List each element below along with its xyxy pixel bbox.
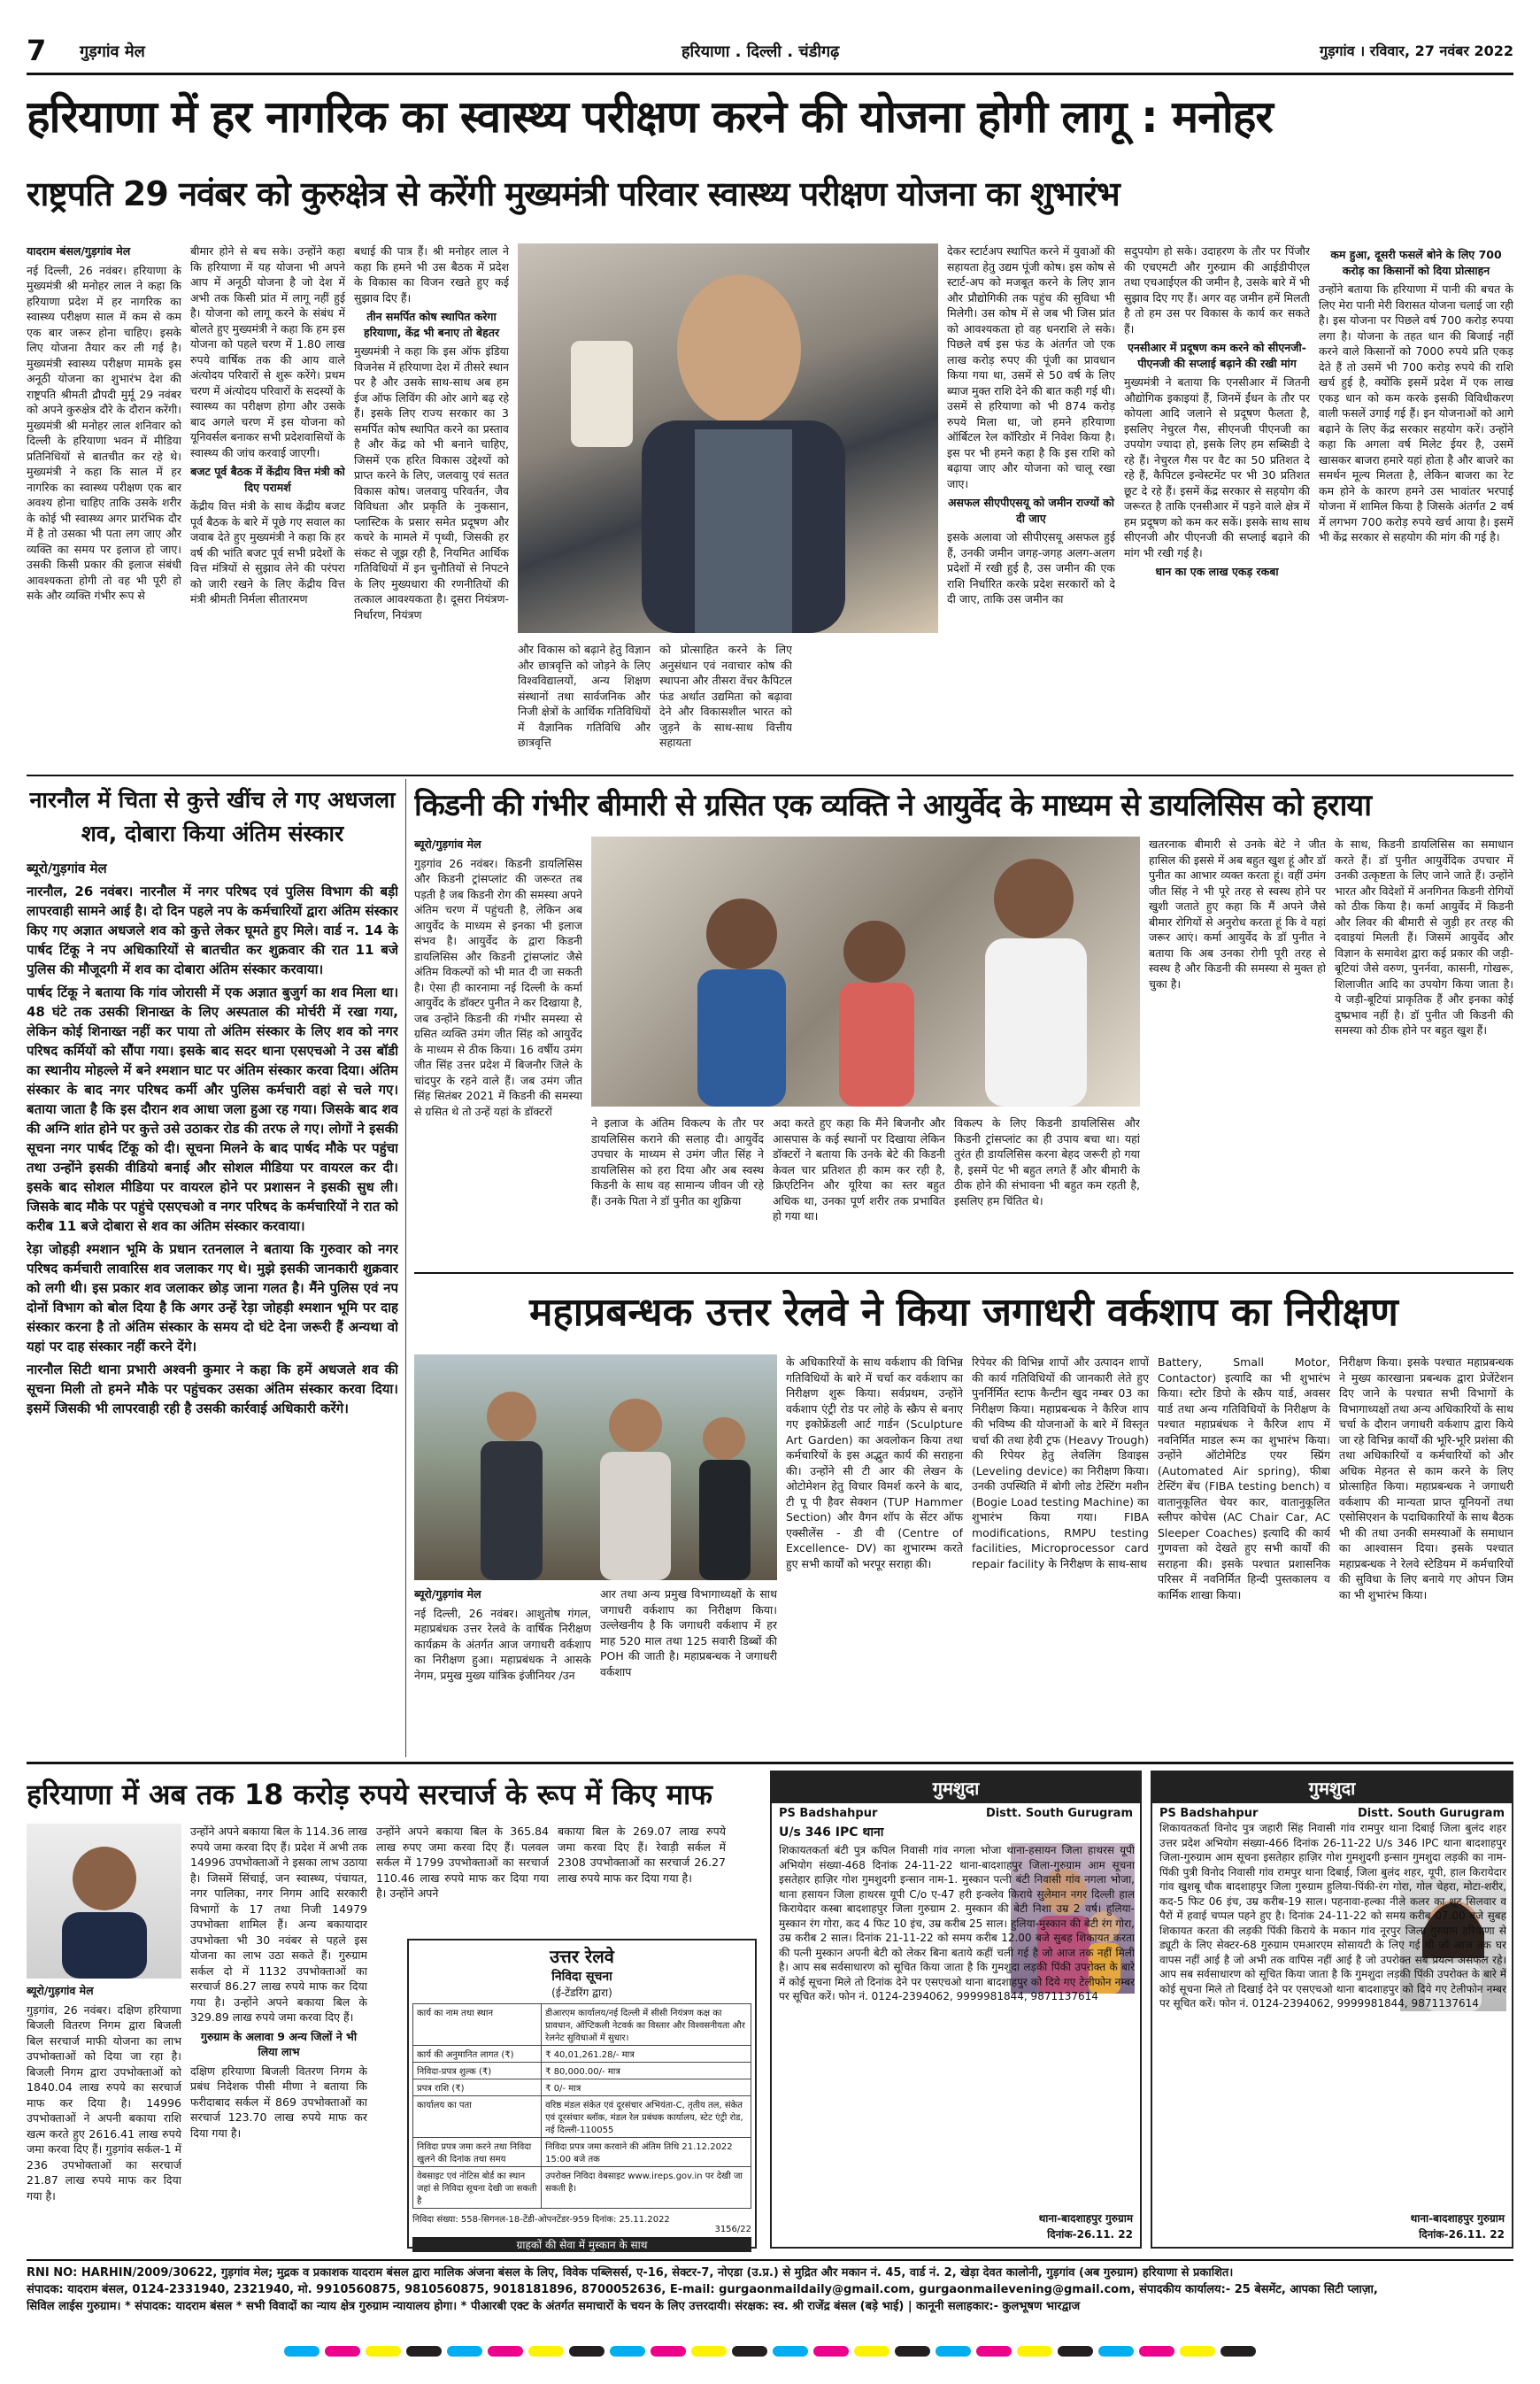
lead-col6b-text: इसके अलावा जो सीपीएसयू असफल हुई हैं, उनकी जमीन जगह-जगह अलग-अलग प्रदेशों में रखी हुई है, उस जमीन की एक राशि निर्धारित करके प्रदेश सरकारों को दे दी जाए, ताकि उस जमीन का: [947, 530, 1115, 606]
narnaul-headline: नारनौल में चिता से कुत्ते खींच ले गए अधजला शव, दोबारा किया अंतिम संस्कार: [29, 787, 396, 846]
tender-row: [413, 2167, 751, 2209]
lead-subheadline: राष्ट्रपति 29 नवंबर को कुरुक्षेत्र से करेंगी मुख्यमंत्री परिवार स्वास्थ्य परीक्षण योजना का शुभारंभ: [27, 174, 1120, 213]
lead-col-3: [354, 243, 509, 770]
railway-col-4: [972, 1354, 1149, 1755]
lead-col3b-text: मुख्यमंत्री ने कहा कि इस ऑफ इंडिया विजनेस में हरियाणा देश में तीसरे स्थान पर है और उसके साथ-साथ अब हम ईज ऑफ लिविंग की ओर आगे बढ़ रहे हैं। इसके लिए राज्य सरकार का 3 समर्पित कोष स्थापित करने का प्रस्ताव है और केंद्र को भी बनाने चाहिए, जिसमें एक हरित विकास उद्देश्यों को प्राप्त करने के लिए, जलवायु एवं सतत विकास कोष। जलवायु परिवर्तन, जैव विविधता और प्रकृति के नुकसान, प्लास्टिक के प्रसार समेत प्रदूषण और कचरे के मामले में पृथ्वी, जिसकी हर संकट से जूझ रही है, नियमित आर्थिक गतिविधियों में इन चुनौतियों से निपटने के लिए मुख्यधारा की रणनीतियों की तत्काल आवश्यकता है। दूसरा नियंत्रण-निर्धारण, नियंत्रण: [354, 344, 509, 621]
masthead: [27, 34, 1513, 69]
lead-col3-subhead: तीन समर्पित कोष स्थापित करेगा हरियाणा, केंद्र भी बनाए तो बेहतर: [363, 310, 500, 339]
edition-date: गुड़गांव । रविवार, 27 नवंबर 2022: [1319, 42, 1513, 59]
page-number: 7: [27, 34, 47, 67]
railway-col-3: [786, 1354, 963, 1755]
missing-1-body: शिकायतकर्ता बंटी पुत्र कपिल निवासी गांव नगला भोजा थाना-हसायन जिला हाथरस यूपी अभियोग संख्या-468 दिनांक 24-11-22 थाना-बादशाहपुर जिला-गुरुग्राम आम सूचना इसतेहार हाज़िर गोश गुमशुदगी इन्सान नाम-1. मुस्कान पत्नी बंटी निवासी गांव नगला भोजा, थाना हसायन जिला हाथरस यूपी C/o ए-47 हरी इन्क्लेव किराये सुलेमान नगर दिल्ली हाल किरायेदार कस्बा बादशाहपुर जिला गुरुग्राम 2. मुस्कान की बेटी निशा उम्र 2 वर्ष। हुलिया-मुस्कान रंग गोरा, कद 4 फिट 10 इंच, उम्र करीब 25 साल। हुलिया-मुस्कान की बेटी रंग गोरा, उम्र करीब 2 साल। दिनांक 21-11-22 को समय करीब 12.00 बजे सुबह शिकायत करता की पत्नी मुस्कान अपनी बेटी को लेकर बिना बताये कहीं चली गई है जो आज तक नहीं मिली है। आप सब सर्वसाधारण को सूचित किया जाता है कि गुमशुदा लड़की पिंकी उपरोक्त के बारे में कोई सूचना मिले तो दिनांक देने पर एसएचओ थाना बादशाहपुर को दिये गए टेलीफोन नम्बर पर सूचित करें। फोन नं. 0124-2394062, 9999981844, 9871137614: [779, 1844, 1135, 2002]
missing-1-date: दिनांक-26.11. 22: [1047, 2228, 1133, 2241]
tender-row: [413, 2004, 751, 2046]
narnaul-body-2: पार्षद टिंकू ने बताया कि गांव जोरासी में एक अज्ञात बुजुर्ग का शव मिला था। 48 घंटे तक उसकी शिनाख्त के लिए अस्पताल की मोर्चरी में रखा गया, लेकिन कोई शिनाख्त नहीं कर पाया तो अंतिम संस्कार के लिए शव को नगर परिषद कर्मियों को सौंपा गया। इसके बाद सदर थाना एसएचओ ने उस बॉडी का स्थानीय मोहल्ले में बने श्मशान घाट पर अंतिम संस्कार करवा दिया। अंतिम संस्कार के बाद नगर परिषद कर्मी और पुलिस कर्मचारी वहां से चले गए। बताया जाता है कि इस दौरान शव आधा जला हुआ रह गया। जिसके बाद शव की अग्नि शांत होने पर कुत्ते उसे उठाकर रोड की तरफ ले गए। लोगों ने इसकी सूचना नगर पार्षद टिंकू को दी। सूचना मिलने के बाद पार्षद मौके पर पहुंचा तथा उन्होंने इसकी वीडियो बनाई और सोशल मीडिया पर वायरल कर दी। इसके बाद सोशल मीडिया पर वायरल होने पर प्रशासन ने इसकी सुध ली। जिसके बाद मौके पर पहुंचे एसएचओ व नगर परिषद के कर्मचारियों ने रात को करीब 11 बजे दोबारा से शव का अंतिम संस्कार करवाया।: [27, 984, 398, 1234]
kidney-col-5: [1149, 837, 1326, 1266]
tender-slogan: ग्राहकों की सेवा में मुस्कान के साथ: [412, 2237, 751, 2252]
tender-field-label: कार्य की अनुमानित लागत (₹): [413, 2046, 542, 2063]
kidney-col-2: [591, 1115, 764, 1266]
lead-col-4: [518, 642, 651, 770]
narnaul-story: [27, 859, 398, 1753]
kidney-col-3: [773, 1115, 945, 1266]
registration-swatch: [325, 2346, 360, 2357]
lead-col-8: [1319, 243, 1513, 770]
official-portrait: [27, 1824, 181, 1979]
narnaul-body-4: नारनौल सिटी थाना प्रभारी अश्वनी कुमार ने कहा कि हमें अधजले शव की सूचना मिली तो हमने मौके पर पहुंचकर उसका अंतिम संस्कार करवा दिया। इसमें जिसकी भी लापरवाही रही है उसकी कार्रवाई अधिकारी करेंगे।: [27, 1362, 398, 1416]
registration-swatch: [651, 2346, 686, 2357]
surcharge-col3-text: उन्होंने अपने बकाया बिल के 365.84 लाख रुपए जमा करवा दिए हैं। पलवल सर्कल में 1799 उपभोक्ताओं का सरचार्ज 110.46 लाख रुपये माफ कर दिया गया है। उन्होंने अपने: [376, 1825, 549, 1900]
kidney-byline: ब्यूरो/गुड़गांव मेल: [414, 837, 481, 851]
kidney-col4-text: विकल्प के लिए किडनी डायलिसिस और किडनी ट्रांसप्लांट का ही उपाय बचा था। यहां तुरंत ही डायलिसिस करना बेहद जरूरी हो गया है, इसमें पेट भी बहुत लगते हैं और बीमारी के ठीक होने की संभावना भी बहुत कम रहती है, इसलिए हम चिंतित थे।: [954, 1116, 1140, 1207]
narnaul-body-3: रेड़ा जोहड़ी श्मशान भूमि के प्रधान रतनलाल ने बताया कि गुरुवार को नगर परिषद कर्मचारी लावारिस शव जलाकर गए थे। मुझे इसकी जानकारी शुक्रवार को लगी थी। इस प्रकार शव जलाकर छोड़ जाना गलत है। मैंने पुलिस एवं नप दोनों विभाग को बोल दिया है कि अगर उन्हें रेड़ा जोहड़ी श्मशान भूमि पर दाह संस्कार करना है तो अंतिम संस्कार के समय दो घंटे देना जरूरी हैं अन्यथा वो यहां पर दाह संस्कार नहीं करने देंगे।: [27, 1241, 398, 1354]
missing-2-sign: थाना-बादशाहपुर गुरुग्राम: [1410, 2212, 1505, 2225]
tender-field-value: ₹ 80,000.00/- मात्र: [542, 2063, 751, 2079]
lead-col6-text: देकर स्टार्टअप स्थापित करने में युवाओं की सहायता हेतु उद्यम पूंजी कोष। इस कोष से स्टार्ट-अप को मजबूत करने के लिए ज्ञान और प्रौद्योगिकी तक पहुंच की सुविधा भी मिलेगी। उस कोष में से जब भी जिस प्रांत को आवश्यकता हो वह धनराशि ले सके। पिछले वर्ष इस फंड के अंतर्गत जो एक लाख करोड़ रुपए की पूंजी का प्रावधान किया गया था, उसमें से 50 वर्ष के लिए ब्याज मुक्त राशि देने की बात कही गई थी। उसमें से हरियाणा को भी 874 करोड़ रुपये मिला था, जो हमने हरियाणा ऑर्बिटल रेल कॉरिडोर में निवेश किया है। इस पर भी हमने कहा है कि इस राशि को बढ़ाया जाए और योजना को चालू रखा जाए।: [947, 244, 1115, 490]
lead-bottom-rule: [27, 775, 1513, 776]
tender-code: 3156/22: [714, 2225, 751, 2234]
kidney-bottom-rule: [414, 1272, 1513, 1274]
tender-field-value: ₹ 40,01,261.28/- मात्र: [542, 2046, 751, 2063]
tender-field-label: निविदा-प्रपत्र शुल्क (₹): [413, 2063, 542, 2079]
surcharge-headline: हरियाणा में अब तक 18 करोड़ रुपये सरचार्ज के रूप में किए माफ: [27, 1778, 712, 1811]
railway-col3-text: के अधिकारियों के साथ वर्कशाप की विभिन्न गतिविधियों के बारे में चर्चा कर वर्कशाप का निरीक्षण शुरू किया। सर्वप्रथम, उन्होंने वर्कशाप एंट्री रोड पर लोहे के स्क्रैप से बनाए गए इकोफ्रेंडली आर्ट गार्डन (Sculpture Art Garden) का अवलोकन किया तथा कर्मचारियों के इस अद्भुत कार्य की सराहना की। उन्होंने सी टी आर की लेखन के ओटोमेशन हेतु विचार विमर्श करने के बाद, टी पू पी हैवर सेक्शन (TUP Hammer Section) और वैगन शॉप के सेंटर ऑफ एक्सीलेंस - डी वी (Centre of Excellence- DV) का शुभारम्भ करते हुए सभी कार्यों को भरपूर सराहा की।: [786, 1355, 963, 1570]
tender-row: [413, 2096, 751, 2138]
tender-footer: निविदा संख्या: 558-सिगनल-18-टेंडी-ओपनटेंडर-959 दिनांक: 25.11.2022: [412, 2215, 670, 2225]
railway-col6-text: निरीक्षण किया। इसके पश्चात महाप्रबन्धक ने मुख्य कारखाना प्रबन्धक द्वारा प्रेजेंटेशन दिए जाने के पश्चात सभी विभागों के विभागाध्यक्षों तथा अन्य अधिकारियों के साथ चर्चा के दौरान जगाधरी वर्कशाप द्वारा किये जा रहे विभिन्न कार्यों की भूरि-भूरि प्रशंसा की तथा अधिकारियों व कर्मचारियों को और अधिक मेहनत से काम करने के लिए प्रोत्साहित किया। महाप्रबन्धक ने जगाधरी वर्कशाप की मान्यता प्राप्त यूनियनों तथा एसोसिएशन के पदाधिकारियों के साथ बैठक भी की तथा उनकी समस्याओं के समाधान का आश्वासन दिया। इसके पश्चात महाप्रबन्धक ने रेलवे स्टेडियम में कर्मचारियों की सुविधा के लिए बनाये गए ओपन जिम का भी शुभारंभ किया।: [1339, 1355, 1513, 1601]
surcharge-col-3: [376, 1824, 549, 1930]
tender-field-label: कार्यालय का पता: [413, 2096, 542, 2138]
railway-col-1: [414, 1586, 591, 1755]
masthead-rule: [27, 73, 1513, 75]
tender-subtitle: (ई-टेंडरिंग द्वारा): [551, 1987, 612, 1999]
tender-field-value: वरिष्ठ मंडल संकेत एवं दूरसंचार अभियंता-C, तृतीय तल, संकेत एवं दूरसंचार ब्लॉक, मंडल रेल प्रबंधक कार्यालय, स्टेट एंट्री रोड, नई दिल्ली-110055: [542, 2096, 751, 2138]
surcharge-col2-subhead: गुरुग्राम के अलावा 9 अन्य जिलों ने भी लिया लाभ: [200, 2029, 358, 2058]
tender-row: [413, 2046, 751, 2063]
registration-swatch: [976, 2346, 1012, 2357]
surcharge-col2-text: उन्होंने अपने बकाया बिल के 114.36 लाख रुपये जमा करवा दिए हैं। प्रदेश में अभी तक 14996 उपभोक्ताओं ने इसका लाभ उठाया है। जिसमें सिंचाई, जन स्वास्थ्य, पंचायत, नगर पालिका, नगर निगम आदि सरकारी विभागों के 17 तथा निजी 14979 उपभोक्ता शामिल हैं। अन्य बकायादार उपभोक्ता भी 30 नवंबर से पहले इस योजना का लाभ उठा सकते हैं। गुरुग्राम सर्कल दो में 1132 उपभोक्ताओं का सरचार्ज 86.27 लाख रुपये माफ कर दिया गया है। उन्होंने अपने बकाया बिल के 329.89 लाख रुपये जमा करवा दिए हैं।: [190, 1825, 367, 2024]
registration-swatch: [813, 2346, 849, 2357]
surcharge-col-4: [558, 1824, 726, 1930]
lead-col2-subhead: बजट पूर्व बैठक में केंद्रीय वित्त मंत्री को दिए परामर्श: [190, 465, 345, 494]
tender-field-label: वेबसाइट एवं नोटिस बोर्ड का स्थान जहां से निविदा सूचना देखी जा सकती है: [413, 2167, 542, 2209]
registration-swatch: [366, 2346, 401, 2357]
surcharge-byline: ब्यूरो/गुड़गांव मेल: [27, 1984, 94, 1997]
surcharge-col-2: [190, 1824, 367, 2249]
tender-notice: [407, 1939, 757, 2249]
registration-swatch: [1058, 2346, 1093, 2357]
surcharge-col1-text: गुड़गांव, 26 नवंबर। दक्षिण हरियाणा बिजली वितरण निगम द्वारा बिजली बिल सरचार्ज माफी योजना का लाभ उपभोक्ताओं को दिया जा रहा है। बिजली निगम द्वारा उपभोक्ताओं को 1840.04 लाख रुपये का सरचार्ज माफ कर दिया है। 14996 उपभोक्ताओं ने अपनी बकाया राशि खत्म करते हुए 2616.41 लाख रुपये जमा करवा दिए हैं। गुड़गांव सर्कल-1 में 236 उपभोक्ताओं का सरचार्ज 21.87 लाख रुपये माफ कर दिया गया है।: [27, 2002, 181, 2203]
missing-2-date: दिनांक-26.11. 22: [1419, 2228, 1505, 2241]
railway-headline: महाप्रबन्धक उत्तर रेलवे ने किया जगाधरी वर्कशाप का निरीक्षण: [529, 1290, 1398, 1335]
surcharge-col4-text: बकाया बिल के 269.07 लाख रुपये जमा करवा दिए हैं। रेवाड़ी सर्कल में 2308 उपभोक्ताओं का सरचार्ज 26.27 लाख रुपये माफ कर दिया गया है।: [558, 1825, 726, 1885]
registration-swatch: [447, 2346, 482, 2357]
tender-title: निविदा सूचना: [551, 1970, 612, 1984]
kidney-col-6: [1335, 837, 1513, 1266]
lead-col6-subhead: असफल सीएपीएसयू को जमीन राज्यों को दी जाए: [947, 496, 1114, 525]
registration-swatch: [773, 2346, 808, 2357]
lead-col8-text: उन्होंने बताया कि हरियाणा में पानी की बचत के लिए मेरा पानी मेरी विरासत योजना चलाई जा रही है। इस योजना पर पिछले वर्ष 700 करोड़ रुपया लगा है। योजना के तहत धान की बिजाई नहीं करने वाले किसानों को 7000 रुपये प्रति एकड़ देते हैं तो उसमें भी 700 करोड़ रुपये की राशि खर्च हुई है, क्योंकि इसमें प्रदेश में एक लाख एकड़ धान को कम करके इसकी विविधीकरण वाली फसलें उगाई गई हैं। इन योजनाओं को आगे बढ़ाने के लिए केंद्र सरकार सहयोग करें। उन्होंने कहा कि अगला वर्ष मिलेट ईयर है, उसमें खासकर बाजरा हमारे यहां होता है और बाजरे का समर्थन मूल्य मिलता है, लेकिन बाजरा का रेट कम होने के कारण हमने उस भावांतर भरपाई योजना में शामिल किया है जिसके अंतर्गत 2 वर्ष में लगभग 700 करोड़ रुपये खर्च आया है। इसमें भी केंद्र सरकार से सहयोग की मांग की गई है।: [1319, 282, 1513, 544]
lead-col3-text: बधाई की पात्र हैं। श्री मनोहर लाल ने कहा कि हमने भी उस बैठक में प्रदेश के विकास का विजन रखते हुए कई सुझाव दिए हैं।: [354, 244, 509, 305]
registration-swatch: [854, 2346, 889, 2357]
lead-col4-text: और विकास को बढ़ाने हेतु विज्ञान और छात्रवृत्ति को जोड़ने के लिए विश्वविद्यालयों, अन्य शिक्षण संस्थानों तथा सार्वजनिक और निजी क्षेत्रों के आर्थिक गतिविधियों में वैज्ञानिक गतिविधि और छात्रवृत्ति: [518, 643, 651, 749]
officials-icon: [414, 1354, 777, 1580]
lead-byline: यादराम बंसल/गुड़गांव मेल: [27, 244, 131, 258]
railway-col-5: [1158, 1354, 1330, 1755]
registration-swatch: [610, 2346, 645, 2357]
imprint-line-2: संपादक: यादराम बंसल, 0124-2331940, 2321940, मो. 9910560875, 9810560875, 9018181896, 8700052636, E-mail: gurgaonmaildaily@gmail.com, gurgaonmailevening@gmail.com, संपादकीय कार्यालय:- 25 बेसमेंट, आपका सिटी प्लाज़ा,: [27, 2283, 1378, 2296]
tender-field-value: ₹ 0/- मात्र: [542, 2079, 751, 2096]
lead-col-5: [659, 642, 792, 770]
person-icon: [27, 1824, 181, 1979]
registration-swatch: [1017, 2346, 1052, 2357]
tender-org: उत्तर रेलवे: [550, 1946, 614, 1967]
registration-swatch: [895, 2346, 930, 2357]
lead-col1-text: नई दिल्ली, 26 नवंबर। हरियाणा के मुख्यमंत्री श्री मनोहर लाल ने कहा कि हरियाणा प्रदेश में हर नागरिक का स्वास्थ्य परीक्षण साल में कम से कम एक बार जरूर होना चाहिए। इसके लिए योजना तैयार कर ली गई है। मुख्यमंत्री स्वास्थ्य परीक्षण मामके इस अनूठी योजना का शुभारंभ देश की राष्ट्रपति श्रीमती द्रौपदी मुर्मू 29 नवंबर को अपने कुरुक्षेत्र दौरे के दौरान करेंगी। मुख्यमंत्री श्री मनोहर लाल शनिवार को दिल्ली के हरियाणा भवन में मीडिया प्रतिनिधियों से बातचीत कर रहे थे। मुख्यमंत्री ने कहा कि साल में हर नागरिक का स्वास्थ्य परीक्षण एक बार अवश्य होना चाहिए ताकि उसके शरीर के कोई भी स्वास्थ्य अगर प्रारंभिक दौर में है तो उसका भी पता लग जाए और व्यक्ति का समय पर इलाज हो जाए। उसकी किसी प्रकार की इलाज संबंधी आवश्यकता होगी तो वह भी पूरी हो सके और व्यक्ति गंभीर रूप से: [27, 263, 181, 602]
tender-row: [413, 2138, 751, 2167]
kidney-headline: किडनी की गंभीर बीमारी से ग्रसित एक व्यक्ति ने आयुर्वेद के माध्यम से डायलिसिस को हराया: [414, 788, 1372, 823]
surcharge-col2b-text: दक्षिण हरियाणा बिजली वितरण निगम के प्रबंध निदेशक पीसी मीणा ने बताया कि फरीदाबाद सर्कल में 869 उपभोक्ताओं का सरचार्ज 123.70 लाख रुपये माफ कर दिया गया है।: [190, 2064, 367, 2140]
tender-field-label: प्रपत्र राशि (₹): [413, 2079, 542, 2096]
chief-minister-photo: [518, 243, 938, 633]
registration-swatch: [406, 2346, 442, 2357]
registration-swatch: [1180, 2346, 1215, 2357]
tender-field-label: निविदा प्रपत्र जमा करने तथा निविदा खुलने की दिनांक तथा समय: [413, 2138, 542, 2167]
tender-field-value: निविदा प्रपत्र जमा करवाने की अंतिम तिथि 21.12.2022 15:00 बजे तक: [542, 2138, 751, 2167]
middle-bottom-rule: [27, 1762, 1513, 1764]
lead-col7b-text: मुख्यमंत्री ने बताया कि एनसीआर में जितनी औद्योगिक इकाइयां हैं, जिनमें ईंधन के तौर पर कोयला आदि जलाने से प्रदूषण फैलता है, इसलिए नेचुरल गैस, सीएनजी पीएनजी का उपयोग ज्यादा हो, इसके लिए हम सब्सिडी दे रहे हैं। नेचुरल गैस पर वैट का 50 प्रतिशत दे रहे हैं, कैपिटल इन्वेस्टमेंट पर भी 30 प्रतिशत छूट दे रहे हैं। इसमें केंद्र सरकार से सहयोग की जरूरत है ताकि एनसीआर में पड़ने वाले क्षेत्र में हम प्रदूषण को कम कर सकें। इसके साथ साथ सीएनजी और पीएनजी की सप्लाई बढ़ाने की मांग भी रखी गई है।: [1124, 375, 1310, 559]
lead-col-7: [1124, 243, 1310, 770]
missing-1-sign: थाना-बादशाहपुर गुरुग्राम: [1038, 2212, 1133, 2225]
lead-col5-text: को प्रोत्साहित करने के लिए अनुसंधान एवं नवाचार कोष की स्थापना और तीसरा वेंचर कैपिटल फंड अर्थात उद्यमिता को बढ़ावा देने और विकासशील भारत को जुड़ने के साथ-साथ वित्तीय सहायता: [659, 643, 792, 749]
registration-swatch: [1220, 2346, 1256, 2357]
railway-col5-text: Battery, Small Motor, Contactor) इत्यादि का भी शुभारंभ किया। स्टोर डिपो के स्क्रैप यार्ड, अवसर यार्ड तथा अन्य गतिविधियों के निरीक्षण के पश्चात महाप्रबंधक ने कैरिज शाप में नवनिर्मित माडल रूम का शुभारंभ किया। उन्होंने ऑटोमेटिड एयर स्प्रिंग (Automated Air spring), फीबा टेस्टिंग बेंच (FIBA testing bench) व वातानुकूलित चेयर कार, वातानुकूलित स्लीपर कोचेस (AC Chair Car, AC Sleeper Coaches) इत्यादि की कार्य गुणवत्ता को देखते हुए सभी कार्यों की सराहना की। इसके पश्चात प्रशासनिक परिसर में नवनिर्मित हिन्दी पुस्तकालय व कार्मिक शाखा किया।: [1158, 1355, 1330, 1601]
narnaul-byline: ब्यूरो/गुड़गांव मेल: [27, 860, 107, 876]
missing-2-distt: Distt. South Gurugram: [1357, 1807, 1505, 1820]
paper-name: गुड़गांव मेल: [80, 42, 145, 61]
missing-1-distt: Distt. South Gurugram: [985, 1807, 1133, 1820]
registration-swatch: [691, 2346, 727, 2357]
missing-notice-1: [770, 1771, 1142, 2249]
missing-1-ps: PS Badshahpur: [779, 1807, 878, 1820]
railway-inspection-photo: [414, 1354, 777, 1580]
imprint-rule: [27, 2259, 1513, 2261]
lead-col7-subhead: एनसीआर में प्रदूषण कम करने को सीएनजी-पीएनजी की सप्लाई बढ़ाने की रखी मांग: [1128, 341, 1306, 370]
lead-col8-subhead: कम हुआ, दूसरी फसलें बोने के लिए 700 करोड़ का किसानों को दिया प्रोत्साहन: [1330, 248, 1502, 277]
lead-col7-text: सदुपयोग हो सके। उदाहरण के तौर पर पिंजौर की एचएमटी और गुरुग्राम की आईडीपीएल तथा एचआईएल की जमीन है, उसके बारे में भी सुझाव दिए गए हैं। अगर वह जमीन हमें मिलती है तो हम उस पर विकास के कार्य कर सकते हैं।: [1124, 244, 1310, 336]
missing-2-ps: PS Badshahpur: [1159, 1807, 1259, 1820]
railway-col2-text: आर तथा अन्य प्रमुख विभागाध्यक्षों के साथ जगाधरी वर्कशाप का निरीक्षण किया। उल्लेखनीय है कि जगाधरी वर्कशाप में हर माह 520 माल तथा 125 सवारी डिब्बों की POH की जाती है। महाप्रबन्धक ने जगाधरी वर्कशाप: [600, 1587, 777, 1678]
people-icon: [591, 837, 1140, 1107]
tender-row: [413, 2063, 751, 2079]
kidney-patient-photo: [591, 837, 1140, 1107]
kidney-col1-text: गुड़गांव 26 नवंबर। किडनी डायलिसिस और किडनी ट्रांसप्लांट की जरूरत तब पड़ती है जब किडनी रोग की समस्या अपने अंतिम चरण में पहुंचती है, लेकिन अब आयुर्वेद के माध्यम से इनका भी इलाज संभव है। आयुर्वेद के द्वारा किडनी डायलिसिस और किडनी ट्रांसप्लांट जैसे अंतिम विकल्पों को भी मात दी जा सकती है। ऐसा ही कारनामा नई दिल्ली के कर्मा आयुर्वेद के डॉक्टर पुनीत ने कर दिखाया है, जब उन्होंने किडनी की गंभीर समस्या से ग्रसित व्यक्ति उमंग जीत सिंह को आयुर्वेद के माध्यम से ठीक किया। 16 वर्षीय उमंग जीत सिंह उत्तर प्रदेश में बिजनौर जिले के चांदपुर के रहने वाले हैं। जब उमंग जीत सिंह सितंबर 2021 में किडनी की समस्या से ग्रसित थे तो उन्हें यहां के डॉक्टरों: [414, 856, 582, 1118]
kidney-col5-text: खतरनाक बीमारी से उनके बेटे ने जीत हासिल की इससे में अब बहुत खुश हूं और डॉ पुनीत का आभार व्यक्त करता हूं। वहीं उमंग जीत सिंह ने भी पूरे तरह से स्वस्थ होने पर खुशी जताते हुए कहा कि मैं अपने जैसे बीमार रोगियों से अनुरोध करता हूं कि वे यहां जरूर आएं। कर्मा आयुर्वेद के डॉ पुनीत ने बताया कि अब उनका रोगी पूरी तरह से स्वस्थ है और किडनी की समस्या से मुक्त हो चुका है।: [1149, 837, 1326, 991]
registration-swatch: [284, 2346, 320, 2357]
registration-swatch: [936, 2346, 971, 2357]
registration-swatch: [732, 2346, 767, 2357]
tender-table: [412, 2003, 751, 2209]
imprint-line-3: सिविल लाईस गुरुग्राम। * संपादक: यादराम बंसल * सभी विवादों का न्याय क्षेत्र गुरुग्राम न्यायालय होगा। * पीआरबी एक्ट के अंतर्गत समाचारों के चयन के लिए उत्तरदायी। संरक्षक: स्व. श्री राजेंद्र बंसल (बड़े भाई) | कानूनी सलाहकार:- कुलभूषण भारद्वाज: [27, 2300, 1081, 2313]
railway-col-2: [600, 1586, 777, 1755]
missing-1-title: गुमशुदा: [772, 1772, 1140, 1803]
railway-col-6: [1339, 1354, 1513, 1755]
registration-swatch: [528, 2346, 564, 2357]
narnaul-body-1: नारनौल, 26 नवंबर। नारनौल में नगर परिषद एवं पुलिस विभाग की बड़ी लापरवाही सामने आई है। दो दिन पहले नप के कर्मचारियों द्वारा अंतिम संस्कार किए गए अज्ञात अधजले शव को कुत्ते लेकर घूमते हुए मिले। वार्ड न. 14 के पार्षद टिंकू ने नप अधिकारियों से बातचीत कर शुक्रवार की रात 11 बजे पुलिस की मौजूदगी में शव का दोबारा अंतिम संस्कार करवाया।: [27, 883, 398, 977]
surcharge-col-1: [27, 1983, 181, 2249]
region-line: हरियाणा . दिल्ली . चंडीगढ़: [681, 42, 840, 61]
lead-col2-text: बीमार होने से बच सके। उन्होंने कहा कि हरियाणा में यह योजना भी अपने आप में अनूठी योजना है जो देश में अभी तक किसी प्रांत में लागू नहीं हुई है। योजना को लागू करने के संबंध में बोलते हुए मुख्यमंत्री ने कहा कि हम इस योजना को पहले चरण में 1.80 लाख रुपये वार्षिक तक की आय वाले अंत्योदय परिवारों से शुरू करेंगे। प्रथम चरण में अंत्योदय परिवारों के सदस्यों के स्वास्थ्य का परीक्षण होगा और उसके बाद अगले चरण में इस योजना को यूनिवर्सल बनाकर सभी प्रदेशवासियों के स्वास्थ्य की जांच करवाई जाएगी।: [190, 244, 345, 459]
registration-color-bar: [27, 2346, 1513, 2358]
lead-col2b-text: केंद्रीय वित्त मंत्री के साथ केंद्रीय बजट पूर्व बैठक के बारे में पूछे गए सवाल का जवाब देते हुए मुख्यमंत्री ने कहा कि हर वर्ष की भांति बजट पूर्व सभी प्रदेशों के वित्त मंत्रियों से सुझाव लेने की परंपरा को जारी रखने के लिए केंद्रीय वित्त मंत्री श्रीमती निर्मला सीतारमण: [190, 499, 345, 606]
lead-col-1: [27, 243, 181, 770]
tender-field-value: उपरोक्त निविदा वेबसाइट www.ireps.gov.in पर देखी जा सकती है।: [542, 2167, 751, 2209]
kidney-col-1: [414, 837, 582, 1266]
railway-col4-text: रिपेयर की विभिन्न शापों और उत्पादन शापों की कार्य गतिविधियों की जानकारी लेते हुए पुनर्निर्मित स्टाफ कैन्टीन खुद नम्बर 03 का निरीक्षण किया। महाप्रबन्धक ने कैरिज शाप की भविष्य की योजनाओं के बारे में विस्तृत चर्चा की तथा हेवी ट्रफ (Heavy Trough) की रिपेयर हेतु लेवलिंग डिवाइस (Leveling device) का निरीक्षण किया। उनकी उपस्थिति में बोगी लोड टेस्टिंग मशीन (Bogie Load testing Machine) का शुभारंभ किया गया। FIBA modifications, RMPU testing facilities, Microprocessor card repair facility के निरीक्षण के साथ-साथ: [972, 1355, 1149, 1570]
registration-swatch: [1139, 2346, 1174, 2357]
railway-byline: ब्यूरो/गुड़गांव मेल: [414, 1587, 481, 1601]
missing-notice-2: [1151, 1771, 1513, 2249]
lead-headline: हरियाणा में हर नागरिक का स्वास्थ्य परीक्षण करने की योजना होगी लागू : मनोहर: [27, 91, 1273, 143]
kidney-col6-text: के साथ, किडनी डायलिसिस का समाधान करते हैं। डॉ पुनीत आयुर्वेदिक उपचार में उनकी उत्कृष्टता के लिए जाने जाते हैं। उन्होंने भारत और विदेशों में अनगिनत किडनी रोगियों को ठीक किया है। कर्मा आयुर्वेद में किडनी और लिवर की बीमारी से जुड़ी हर तरह की दवाइयां मिलती हैं। जिसमें आयुर्वेद और विज्ञान के समावेश द्वारा कई प्रकार की जड़ी-बूटियां जैसे वरुण, पुनर्नवा, कासनी, गोखरू, शिलाजीत आदि का उपयोग किया जाता है। ये जड़ी-बूटियां प्राकृतिक हैं और इनका कोई दुष्प्रभाव नहीं है। डॉ पुनीत जी किडनी की समस्या को ठीक होने पर बहुत खुश हैं।: [1335, 837, 1513, 1037]
lead-col-2: [190, 243, 345, 770]
lead-col7-subhead2: धान का एक लाख एकड़ रकबा: [1155, 565, 1279, 578]
missing-2-title: गुमशुदा: [1152, 1772, 1512, 1803]
imprint: [27, 2264, 1513, 2315]
registration-swatch: [1098, 2346, 1134, 2357]
kidney-col-4: [954, 1115, 1140, 1266]
tender-row: [413, 2079, 751, 2096]
registration-swatch: [488, 2346, 523, 2357]
imprint-line-1: RNI NO: HARHIN/2009/30622, गुड़गांव मेल; मुद्रक व प्रकाशक यादराम बंसल द्वारा मालिक अंजना बंसल के लिए, विवेक पब्लिसर्स, ए-16, सेक्टर-7, नोएडा (उ.प्र.) से मुद्रित और मकान नं. 45, वार्ड नं. 2, खेड़ा देवत कालोनी, गुड़गांव (अब गुरुग्राम) हरियाणा से प्रकाशित।: [27, 2266, 1234, 2280]
tender-field-label: कार्य का नाम तथा स्थान: [413, 2004, 542, 2046]
missing-1-ipc: U/s 346 IPC थाना: [779, 1825, 884, 1840]
kidney-col3-text: अदा करते हुए कहा कि मैंने बिजनौर और आसपास के कई स्थानों पर दिखाया लेकिन डॉक्टरों ने बताया कि उनके बेटे की किडनी केवल चार प्रतिशत ही काम कर रही है, क्रिएटिनिन और यूरिया का स्तर बहुत अधिक था, उनका पूर्ण शरीर तक प्रभावित हो गया था।: [773, 1116, 945, 1223]
kidney-col2-text: ने इलाज के अंतिम विकल्प के तौर पर डायलिसिस कराने की सलाह दी। आयुर्वेद उपचार के माध्यम से उमंग जीत सिंह ने डायलिसिस को हरा दिया और अब स्वस्थ किडनी के साथ वह सामान्य जीवन जी रहे हैं। उनके पिता ने डॉ पुनीत का शुक्रिया: [591, 1116, 764, 1207]
tender-field-value: डीआरएम कार्यालय/नई दिल्ली में सीसी नियंत्रण कक्ष का प्रावधान, ऑप्टिकली नेटवर्क का विस्तार और विश्वसनीयता और रेलनेट सुविधाओं में सुधार।: [542, 2004, 751, 2046]
narnaul-divider: [405, 779, 406, 1757]
railway-col1-text: नई दिल्ली, 26 नवंबर। आशुतोष गंगल, महाप्रबंधक उत्तर रेलवे के वार्षिक निरीक्षण कार्यक्रम के अंतर्गत आज जगाधरी वर्कशाप का निरीक्षण हुआ। महाप्रबंधक ने आसके नेगम, प्रमुख मुख्य यांत्रिक इंजीनियर /उन: [414, 1606, 591, 1682]
registration-swatch: [569, 2346, 604, 2357]
lead-col-6: [947, 243, 1115, 770]
portrait-icon: [518, 243, 938, 633]
missing-2-body: शिकायतकर्ता विनोद पुत्र जहारी सिंह निवासी गांव रामपुर थाना दिबाई जिला बुलंद शहर उत्तर प्रदेश अभियोग संख्या-466 दिनांक 26-11-22 U/s 346 IPC थाना बादशाहपुर जिला-गुरुग्राम आम सूचना इसतेहार हाज़िर गोश गुमशुदगी इन्सान गुमशुदा लड़की का नाम- पिंकी पुत्री विनोद निवासी गांव रामपुर थाना दिबाई, जिला बुलंद शहर, यूपी, हाल किरायेदार गांव खुशबू चौक बादशाहपुर जिला गुरुग्राम हुलिया-पिंकी-रंग गोरा, गोल चेहरा, मोटा-शरीर, कद-5 फिट 06 इंच, उम्र करीब-19 साल। पहनावा-हल्का नीले कलर का शूट सिलवार व पैरों में हवाई चप्पल पहने हुए है। दिनांक 24-11-22 को समय करीब 07.00 बजे सुबह शिकायत करता की लड़की पिंकी किराये के मकान गांव नूरपुर जिला गुरुग्राम हरियाणा से ड्यूटी के लिए सेक्टर-68 गुरुग्राम एमआरएम सोसायटी के लिए गई थी जो आज तक घर वापस नहीं आई है जो अभी तक वापिस नहीं आई है जो उपरोक्त सब प्रयत्न असफल रहे। आप सब सर्वसाधारण को सूचित किया जाता है कि गुमशुदा लड़की पिंकी उपरोक्त के बारे में कोई सूचना मिले तो दिखाई देने पर एसएचओ थाना बादशाहपुर को दिये गए टेलीफोन नम्बर पर सूचित करें। फोन नं. 0124-2394062, 9999981844, 9871137614: [1159, 1822, 1506, 2010]
